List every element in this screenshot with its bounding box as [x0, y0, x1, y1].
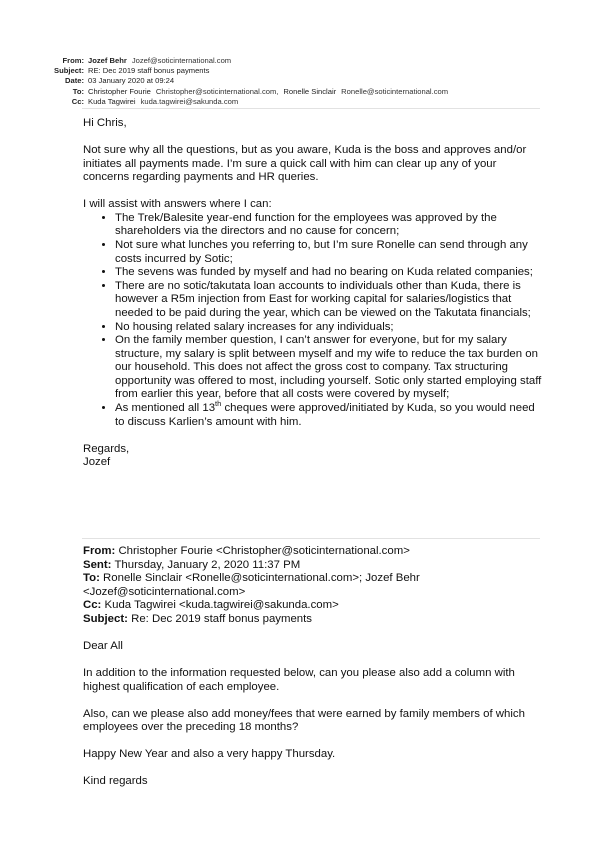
quoted-message: [83, 545, 543, 802]
cc-name: Kuda Tagwirei: [88, 96, 136, 106]
quoted-cc: Kuda Tagwirei <kuda.tagwirei@sakunda.com>: [104, 599, 339, 612]
reply-intro: I will assist with answers where I can:: [83, 198, 272, 211]
quoted-paragraph-1: In addition to the information requested below, can you please also add a column with highest qualification of each employee.: [83, 667, 515, 693]
list-item: • On the family member question, I can’t answer for everyone, but for my salary structure, my salary is split between myself and my wife to reduce the tax burden on our household. This does not affect the gross cost to company. Tax structuring opportunity was offered to most, including yourself. Sotic only started employing staff from earlier this year, before that all costs were covered by myself;: [115, 334, 543, 402]
reply-signature: Jozef: [83, 456, 111, 469]
quoted-greeting: Dear All: [83, 640, 123, 653]
from-label: From:: [62, 56, 84, 65]
cc-email[interactable]: kuda.tagwirei@sakunda.com: [140, 96, 239, 106]
to-label: To:: [72, 86, 84, 96]
from-name: Jozef Behr: [88, 56, 127, 65]
reply-greeting: Hi Chris,: [83, 117, 127, 129]
from-email[interactable]: Jozef@soticinternational.com: [131, 56, 232, 65]
reply-paragraph-1: Not sure why all the questions, but as you aware, Kuda is the boss and approves and/or initiates all payments made. I’m sure a quick call with him can clear up any of your concerns regarding payments and HR queries.: [83, 143, 527, 184]
list-item: • No housing related salary increases for any individuals;: [115, 321, 543, 335]
date-label: Date:: [65, 76, 84, 86]
to-name-2: Ronelle Sinclair: [283, 86, 337, 96]
quoted-paragraph-3: Happy New Year and also a very happy Thursday.: [83, 748, 336, 761]
to-email-1[interactable]: Christopher@soticinternational.com,: [155, 86, 279, 96]
reply-closing: Regards,: [83, 442, 130, 455]
header-subject-row: [12, 66, 572, 76]
quoted-sent: Thursday, January 2, 2020 11:37 PM: [114, 558, 301, 571]
list-item: • As mentioned all 13th cheques were approved/initiated by Kuda, so you would need to discuss Karlien’s amount with him.: [115, 402, 543, 429]
header-cc-row: [12, 97, 572, 107]
quoted-paragraph-2: Also, can we please also add money/fees that were earned by family members of which employees over the preceding 18 months?: [83, 707, 525, 734]
list-item: • The Trek/Balesite year-end function for the employees was approved by the shareholders via the directors and no cause for concern;: [115, 212, 543, 239]
date-value: 03 January 2020 at 09:24: [88, 76, 175, 86]
quoted-header: From: Christopher Fourie <Christopher@soticinternational.com> Sent: Thursday, January 2, 2020 11:37 PM To: Ronelle Sinclair <Ronelle@soticinternational.com>; Jozef Behr <Jozef@soticinternational.com> Cc: Kuda Tagwirei <kuda.tagwirei@sakunda.com> Subject: Re: Dec 2019 staff bonus payments: [83, 545, 420, 625]
to-name-1: Christopher Fourie: [88, 86, 151, 96]
reply-body: [83, 117, 543, 470]
cc-label: Cc:: [71, 96, 84, 106]
header-divider: [82, 108, 540, 109]
quoted-divider: [82, 538, 540, 539]
header-to-row: [12, 87, 572, 97]
subject-value: RE: Dec 2019 staff bonus payments: [88, 66, 210, 76]
list-item: • Not sure what lunches you referring to, but I’m sure Ronelle can send through any costs incurred by Sotic;: [115, 239, 543, 266]
quoted-from: Christopher Fourie <Christopher@soticinternational.com>: [118, 545, 410, 557]
header-date-row: [12, 76, 572, 86]
list-item: • The sevens was funded by myself and had no bearing on Kuda related companies;: [115, 266, 543, 280]
email-header: [12, 56, 572, 107]
header-from-row: [12, 56, 572, 66]
subject-label: Subject:: [54, 66, 84, 76]
list-item: • There are no sotic/takutata loan accounts to individuals other than Kuda, there is however a R5m injection from East for working capital for salaries/logistics that needed to be paid during the year, which can be viewed on the Takutata financials;: [115, 280, 543, 321]
quoted-to: Ronelle Sinclair <Ronelle@soticinternational.com>; Jozef Behr <Jozef@soticinternational.com>: [83, 572, 420, 598]
answers-list: [83, 212, 543, 430]
quoted-subject: Re: Dec 2019 staff bonus payments: [131, 612, 312, 625]
quoted-closing: Kind regards: [83, 775, 148, 788]
to-email-2[interactable]: Ronelle@soticinternational.com: [341, 86, 449, 96]
